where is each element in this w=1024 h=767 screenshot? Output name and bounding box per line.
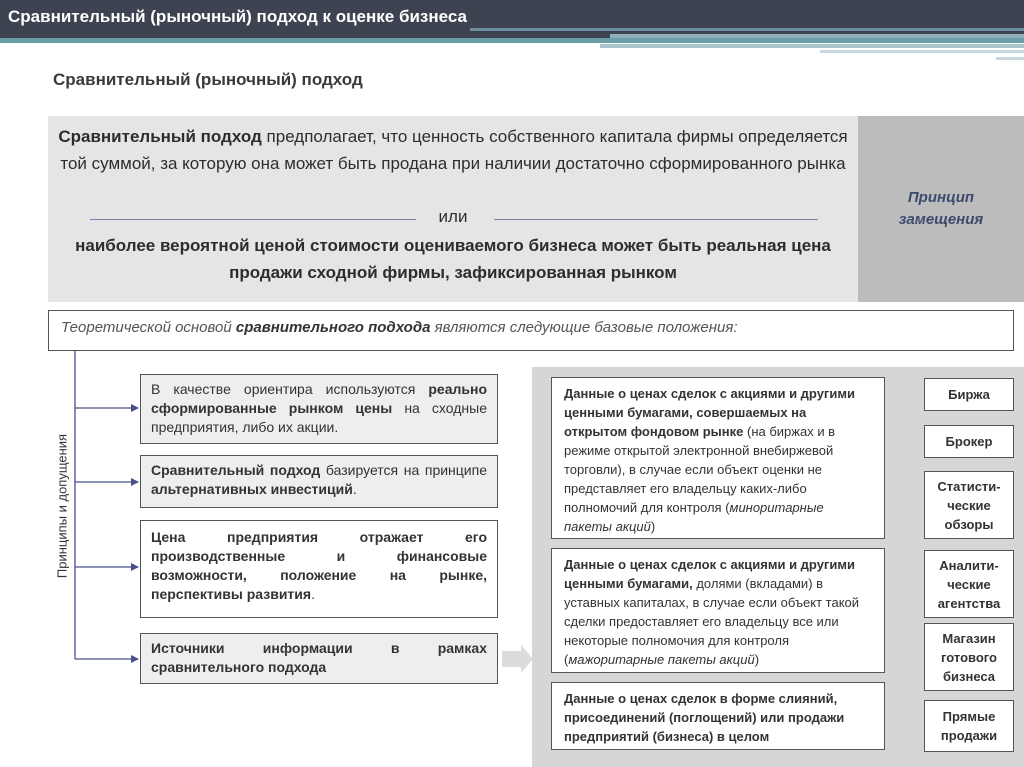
definition-lead: Сравнительный подход xyxy=(58,127,262,146)
principles-label-text: Принципы и допущения xyxy=(54,433,70,579)
item-text: . xyxy=(352,481,357,497)
item-text: базируется на принципе xyxy=(320,462,487,478)
item-text: ) xyxy=(754,652,760,667)
principle-item xyxy=(140,633,498,684)
principle-item xyxy=(140,455,498,508)
source-label: Биржа xyxy=(948,387,990,402)
basis-pre: Теоретической основой xyxy=(61,319,236,336)
item-text: долями (вкладами) в уставных капиталах, в случае если объект такой сделки предоставляет его владельцу все или некоторые полномочия для контроля ( xyxy=(564,576,860,667)
source-label: Аналити- ческие агентства xyxy=(937,557,1001,611)
source-label: Статисти- ческие обзоры xyxy=(937,478,1001,532)
item-text: . xyxy=(311,586,315,602)
basis-bold: сравнительного подхода xyxy=(235,319,431,336)
source-stat-reviews xyxy=(924,471,1014,539)
item-italic: миноритарные пакеты акций xyxy=(564,500,824,534)
item-text: (на биржах и в режиме открытой электронной внебиржевой торговли), в случае если объект оценки не представляет его владельцу каких-либо полномочий для контроля ( xyxy=(564,424,836,515)
item-bold: реально сформированные рынком цены xyxy=(151,381,487,416)
principle-line1: Принцип xyxy=(907,189,975,206)
item-italic: мажоритарные пакеты акций xyxy=(568,652,755,667)
definition-alternative: наиболее вероятной ценой стоимости оцениваемого бизнеса может быть реальная цена продажи сходной фирмы, зафиксированная рынком xyxy=(75,236,831,282)
item-bold: альтернативных инвестиций xyxy=(151,481,353,497)
data-type-item xyxy=(551,682,885,750)
section-subtitle: Сравнительный (рыночный) подход xyxy=(53,70,363,89)
item-bold: Данные о ценах сделок в форме слияний, присоединений (поглощений) или продажи предприятий (бизнеса) в целом xyxy=(564,691,845,744)
source-analytics xyxy=(924,550,1014,618)
principle-line2: замещения xyxy=(898,211,984,228)
definition-body: предполагает, что ценность собственного капитала фирмы определяется той суммой, за которую она может быть продана при наличии достаточно сформированного рынка xyxy=(60,127,848,173)
source-broker xyxy=(924,425,1014,458)
item-bold: Цена предприятия отражает его производственные и финансовые возможности, положение на рынке, перспективы развития xyxy=(151,529,487,602)
source-label: Прямые продажи xyxy=(940,709,998,743)
principle-item xyxy=(140,520,498,618)
block-arrow xyxy=(502,645,533,673)
source-birzha xyxy=(924,378,1014,411)
source-direct-sales xyxy=(924,700,1014,752)
slide-title: Сравнительный (рыночный) подход к оценке бизнеса xyxy=(8,7,467,26)
item-bold: Данные о ценах сделок с акциями и другими ценными бумагами, xyxy=(564,557,855,591)
item-text: В качестве ориентира используются xyxy=(151,381,429,397)
principles-label xyxy=(52,356,72,656)
source-label: Магазин готового бизнеса xyxy=(941,630,997,684)
or-word: или xyxy=(438,207,468,226)
item-text: ) xyxy=(650,519,656,534)
item-bold: Данные о ценах сделок с акциями и другими ценными бумагами, совершаемых на открытом фондовом рынке xyxy=(564,386,855,439)
basis-post: являются следующие базовые положения: xyxy=(430,319,738,336)
source-label: Брокер xyxy=(945,434,993,449)
data-type-item xyxy=(551,548,885,673)
source-business-shop xyxy=(924,623,1014,691)
data-type-item xyxy=(551,377,885,539)
item-bold: Источники информации в рамках сравнительного подхода xyxy=(151,640,487,675)
principle-item xyxy=(140,374,498,444)
item-text: на сходные предприятия, либо их акции. xyxy=(151,400,487,435)
item-bold: Сравнительный подход xyxy=(151,462,321,478)
